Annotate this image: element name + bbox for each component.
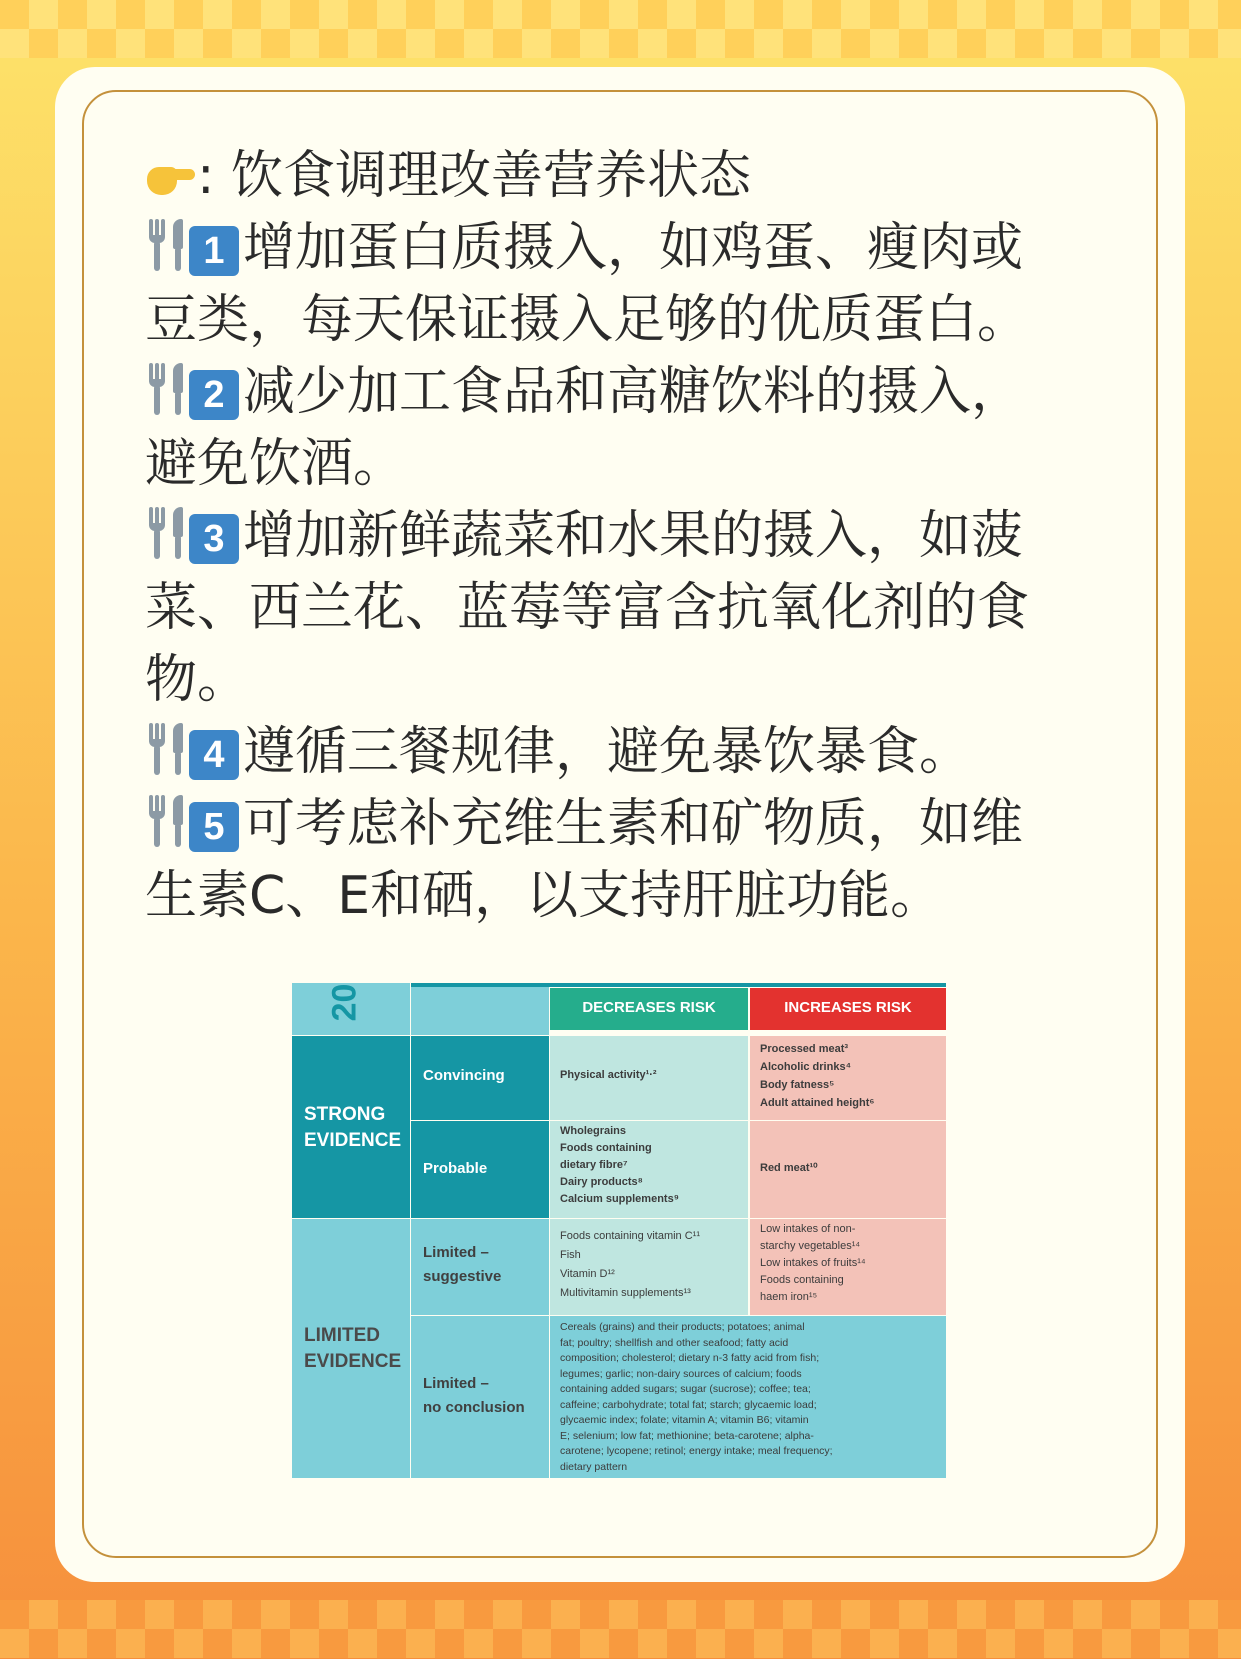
probable-increases: Red meat¹⁰: [750, 1121, 946, 1218]
limited-no-conclusion-label: [411, 1316, 549, 1478]
item-1-cont: 豆类，每天保证摄入足够的优质蛋白。: [145, 290, 1030, 350]
table-line: Dairy products⁸: [560, 1176, 643, 1188]
convincing-decreases: Physical activity¹·²: [550, 1036, 748, 1120]
table-line: no conclusion: [423, 1399, 525, 1416]
item-2-cont: 避免饮酒。: [145, 434, 406, 494]
item-3-cont: 物。: [145, 650, 250, 710]
number-badge: 2: [189, 370, 239, 420]
year-label: 20: [325, 983, 364, 1022]
fork-knife-icon: [145, 215, 189, 273]
item-1: [145, 212, 1090, 284]
item-2: [145, 356, 1090, 428]
table-line: containing added sugars; sugar (sucrose); coffee; tea;: [560, 1383, 811, 1395]
item-text: 减少加工食品和高糖饮料的摄入，: [243, 362, 1024, 422]
table-line: glycaemic index; folate; vitamin A; vitamin B6; vitamin: [560, 1414, 809, 1426]
table-line: Processed meat³: [760, 1043, 849, 1055]
item-text: 增加新鲜蔬菜和水果的摄入，如菠: [243, 506, 1024, 566]
table-line: Cereals (grains) and their products; potatoes; animal: [560, 1321, 805, 1333]
table-line: Calcium supplements⁹: [560, 1193, 679, 1205]
table-line: Limited –: [423, 1375, 489, 1392]
item-5: [145, 788, 1090, 860]
item-4: [145, 716, 1090, 788]
table-line: Multivitamin supplements¹³: [560, 1287, 691, 1299]
table-line: Alcoholic drinks⁴: [760, 1061, 852, 1073]
table-corner: [292, 983, 410, 1035]
number-badge: 1: [189, 226, 239, 276]
pointing-hand-icon: [145, 157, 197, 197]
convincing-increases: [750, 1036, 946, 1120]
fork-knife-icon: [145, 719, 189, 777]
table-line: carotene; lycopene; retinol; energy intake; meal frequency;: [560, 1445, 833, 1457]
heading-text: : 饮食调理改善营养状态: [197, 146, 752, 206]
probable-label: Probable: [411, 1121, 549, 1218]
table-line: Adult attained height⁶: [760, 1097, 875, 1109]
probable-decreases: [550, 1121, 748, 1218]
table-line: starchy vegetables¹⁴: [760, 1240, 861, 1252]
limited-no-conclusion-text: [550, 1316, 946, 1478]
table-line: suggestive: [423, 1268, 502, 1285]
increases-risk-header: INCREASES RISK: [750, 988, 946, 1030]
table-line: composition; cholesterol; dietary n-3 fatty acid from fish;: [560, 1352, 820, 1364]
limited-evidence-label: [292, 1219, 410, 1478]
limited-suggestive-increases: [750, 1219, 946, 1315]
table-line: Low intakes of non-: [760, 1223, 856, 1235]
evidence-table: [292, 983, 946, 1478]
table-line: Foods containing: [760, 1274, 844, 1286]
table-header-blank: [411, 983, 549, 1035]
item-text: 遵循三餐规律，避免暴饮暴食。: [243, 722, 972, 782]
number-badge: 4: [189, 730, 239, 780]
limited-suggestive-decreases: [550, 1219, 748, 1315]
item-text: 增加蛋白质摄入，如鸡蛋、瘦肉或: [243, 218, 1024, 278]
table-line: Low intakes of fruits¹⁴: [760, 1257, 866, 1269]
table-line: E; selenium; low fat; methionine; beta-carotene; alpha-: [560, 1429, 814, 1442]
limited-evidence-line: LIMITED: [304, 1325, 380, 1346]
table-line: fat; poultry; shellfish and other seafood; fatty acid: [560, 1336, 789, 1349]
top-checker-border: [0, 0, 1241, 58]
header-rule: [411, 983, 946, 987]
limited-suggestive-label: [411, 1219, 549, 1315]
fork-knife-icon: [145, 503, 189, 561]
fork-knife-icon: [145, 359, 189, 417]
heading-line: [145, 140, 1090, 212]
item-3-cont: 菜、西兰花、蓝莓等富含抗氧化剂的食: [145, 578, 1030, 638]
strong-evidence-label: [292, 1036, 410, 1218]
bottom-checker-border: [0, 1600, 1241, 1658]
number-badge: 5: [189, 802, 239, 852]
table-line: haem iron¹⁵: [760, 1291, 818, 1303]
table-line: Foods containing: [560, 1142, 652, 1154]
table-line: Body fatness⁵: [760, 1079, 835, 1091]
item-3: [145, 500, 1090, 572]
table-line: Limited –: [423, 1244, 489, 1261]
table-line: legumes; garlic; non-dairy sources of calcium; foods: [560, 1367, 802, 1380]
table-line: Foods containing vitamin C¹¹: [560, 1230, 701, 1242]
convincing-label: Convincing: [411, 1036, 549, 1120]
limited-evidence-line: EVIDENCE: [304, 1351, 402, 1372]
table-line: dietary pattern: [560, 1460, 628, 1473]
advice-text: [145, 140, 1090, 932]
fork-knife-icon: [145, 791, 189, 849]
item-text: 可考虑补充维生素和矿物质，如维: [243, 794, 1024, 854]
decreases-risk-header: DECREASES RISK: [550, 988, 748, 1030]
table-line: caffeine; carbohydrate; total fat; starch; glycaemic load;: [560, 1398, 817, 1411]
table-line: Fish: [560, 1249, 581, 1261]
item-5-cont: 生素C、E和硒，以支持肝脏功能。: [145, 866, 943, 926]
number-badge: 3: [189, 514, 239, 564]
table-line: Vitamin D¹²: [560, 1268, 615, 1280]
strong-evidence-line: EVIDENCE: [304, 1130, 402, 1151]
strong-evidence-line: STRONG: [304, 1104, 386, 1125]
table-line: Wholegrains: [560, 1125, 627, 1137]
table-line: dietary fibre⁷: [560, 1159, 628, 1171]
